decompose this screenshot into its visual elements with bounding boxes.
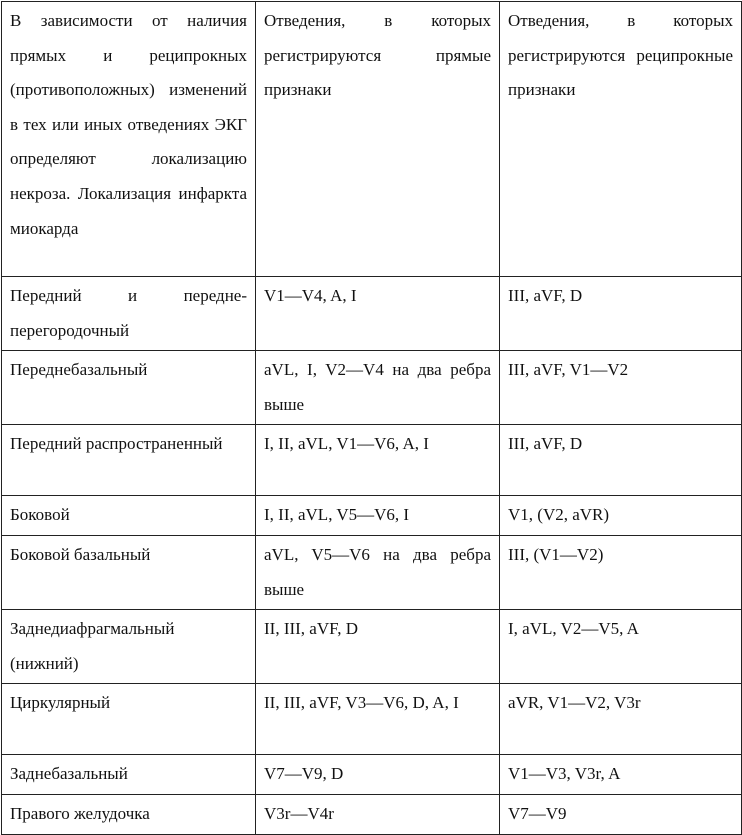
cell-localization: Правого желудочка <box>2 794 256 834</box>
cell-reciprocal-leads: aVR, V1—V2, V3r <box>500 684 742 755</box>
cell-reciprocal-leads: V7—V9 <box>500 794 742 834</box>
cell-direct-leads: aVL, I, V2—V4 на два ребра выше <box>256 351 500 425</box>
cell-direct-leads: V3r—V4r <box>256 794 500 834</box>
cell-direct-leads: V7—V9, D <box>256 755 500 795</box>
cell-direct-leads: I, II, aVL, V1—V6, A, I <box>256 425 500 496</box>
table-row <box>2 351 742 425</box>
cell-reciprocal-leads: V1, (V2, aVR) <box>500 496 742 536</box>
table-header-row <box>2 2 742 277</box>
cell-direct-leads: V1—V4, A, I <box>256 277 500 351</box>
mi-localization-table <box>1 1 742 835</box>
header-reciprocal-leads: Отведения, в которых регистрируются реципрокные признаки <box>500 2 742 277</box>
table-row <box>2 425 742 496</box>
cell-localization: Переднебазальный <box>2 351 256 425</box>
table-row <box>2 684 742 755</box>
cell-reciprocal-leads: V1—V3, V3r, A <box>500 755 742 795</box>
header-localization: В зависимости от наличия прямых и реципрокных (противоположных) изменений в тех или иных отведениях ЭКГ определяют локализацию некроза. Локализация инфаркта миокарда <box>2 2 256 277</box>
cell-localization: Передний и передне-перегородочный <box>2 277 256 351</box>
cell-direct-leads: I, II, aVL, V5—V6, I <box>256 496 500 536</box>
cell-localization: Передний распространенный <box>2 425 256 496</box>
cell-direct-leads: II, III, aVF, V3—V6, D, A, I <box>256 684 500 755</box>
cell-localization: Боковой <box>2 496 256 536</box>
header-direct-leads: Отведения, в которых регистрируются прямые признаки <box>256 2 500 277</box>
table-row <box>2 535 742 609</box>
table-row <box>2 755 742 795</box>
cell-localization: Боковой базальный <box>2 535 256 609</box>
table-row <box>2 610 742 684</box>
table-row <box>2 496 742 536</box>
cell-localization: Заднебазальный <box>2 755 256 795</box>
table-row <box>2 277 742 351</box>
cell-reciprocal-leads: III, (V1—V2) <box>500 535 742 609</box>
table-row <box>2 794 742 834</box>
cell-reciprocal-leads: III, aVF, V1—V2 <box>500 351 742 425</box>
cell-reciprocal-leads: III, aVF, D <box>500 277 742 351</box>
cell-direct-leads: aVL, V5—V6 на два ребра выше <box>256 535 500 609</box>
cell-localization: Циркулярный <box>2 684 256 755</box>
cell-direct-leads: II, III, aVF, D <box>256 610 500 684</box>
cell-reciprocal-leads: I, aVL, V2—V5, A <box>500 610 742 684</box>
cell-reciprocal-leads: III, aVF, D <box>500 425 742 496</box>
cell-localization: Заднедиафрагмальный (нижний) <box>2 610 256 684</box>
